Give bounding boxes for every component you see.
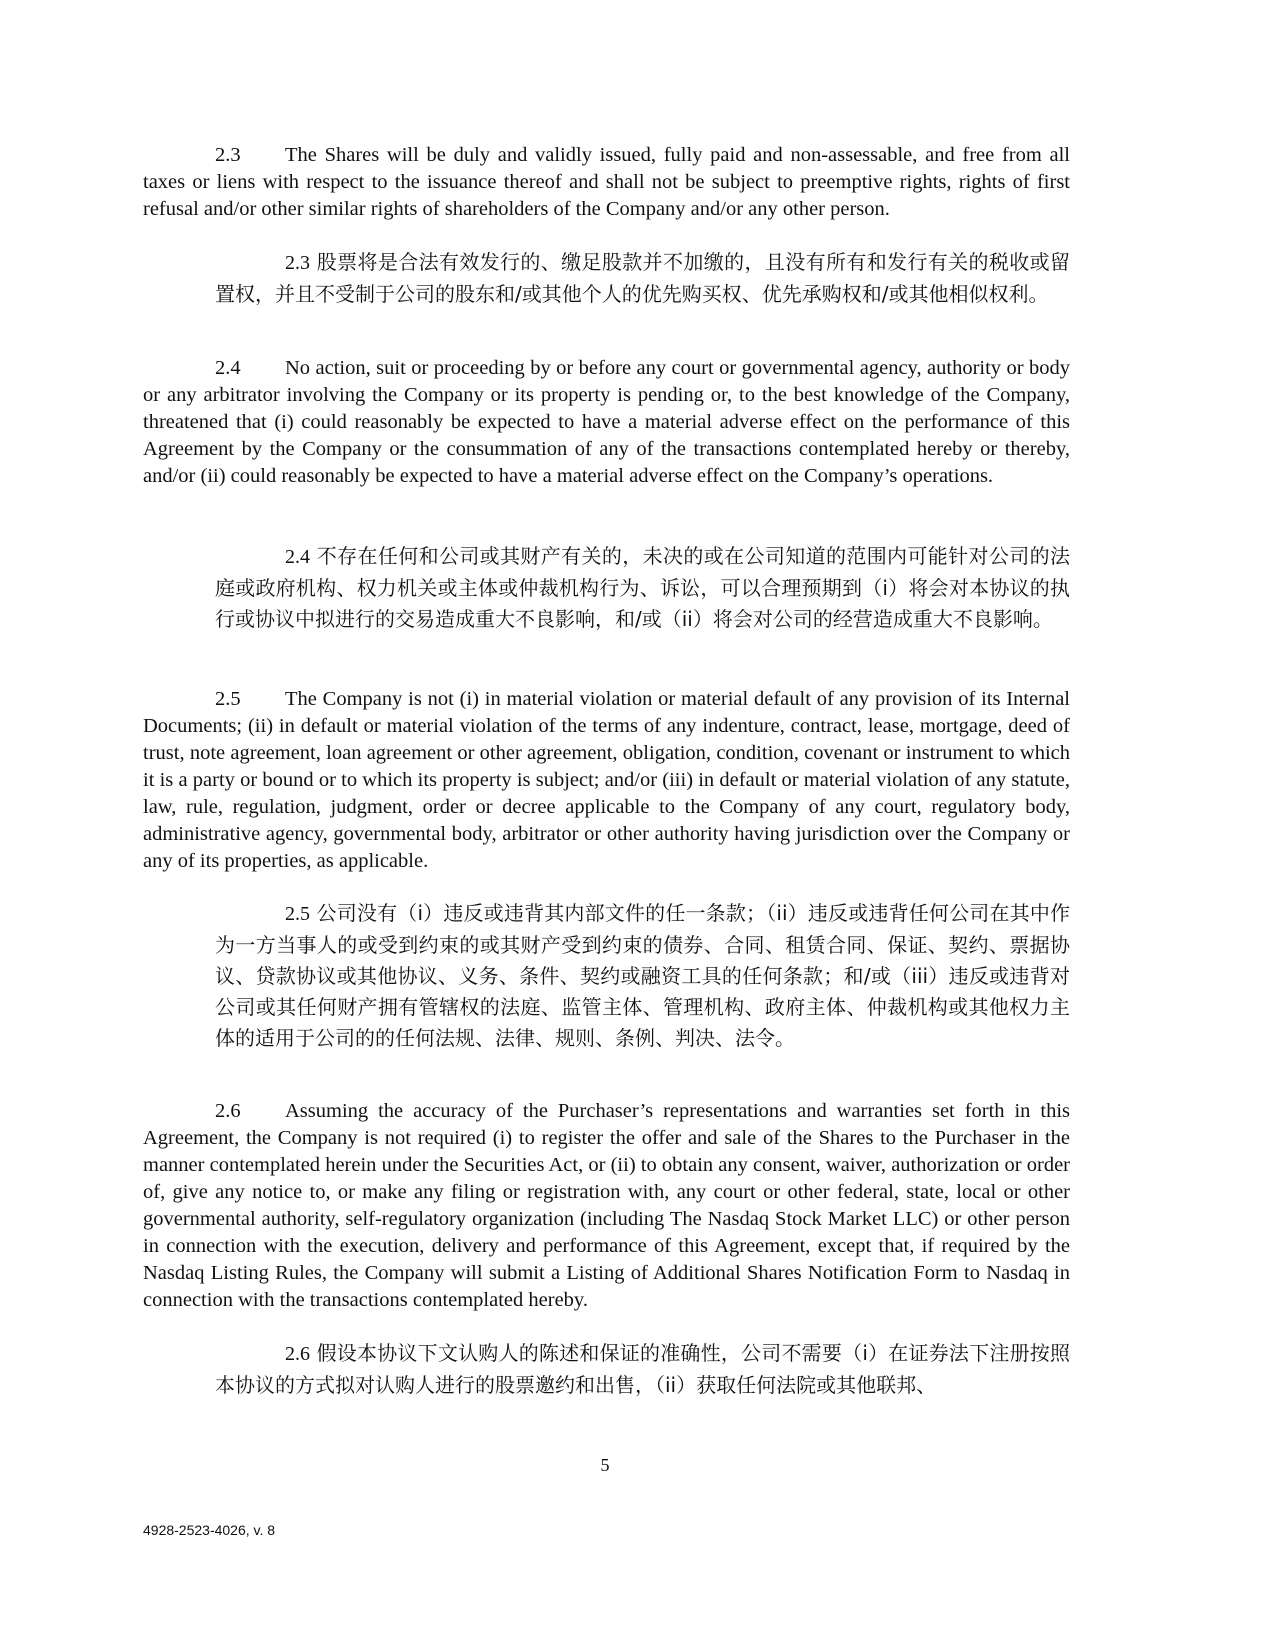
paragraph-text: 假设本协议下文认购人的陈述和保证的准确性，公司不需要（i）在证券法下注册按照本协议的方式拟对认购人进行的股票邀约和出售，（ii）获取任何法院或其他联邦、 — [215, 1341, 1070, 1397]
paragraph-text: No action, suit or proceeding by or before any court or governmental agency, authority or body or any arbitrator involving the Company or its property is pending or, to the best knowledge of the Company, threatened that (i) could reasonably be expected to have a material adverse effect on the performance of this Agreement by the Company or the consummation of any of the transactions contemplated hereby or thereby, and/or (ii) could reasonably be expected to have a material adverse effect on the Company’s operations. — [143, 357, 1070, 487]
section-number: 2.5 — [215, 688, 241, 710]
section-2-4-en — [143, 355, 1070, 490]
section-2-4-zh — [215, 541, 1070, 635]
section-number: 2.3 — [215, 144, 241, 166]
section-2-5-zh — [215, 898, 1070, 1054]
section-number: 2.4 — [285, 546, 310, 568]
section-2-6-zh — [215, 1338, 1070, 1401]
section-number: 2.6 — [285, 1343, 310, 1365]
paragraph-text: The Shares will be duly and validly issued, fully paid and non-assessable, and free from all taxes or liens with respect to the issuance thereof and shall not be subject to preemptive rights, rights of first refusal and/or other similar rights of shareholders of the Company and/or any other person. — [143, 144, 1070, 220]
paragraph-text: 不存在任何和公司或其财产有关的，未决的或在公司知道的范围内可能针对公司的法庭或政府机构、权力机关或主体或仲裁机构行为、诉讼，可以合理预期到（i）将会对本协议的执行或协议中拟进行的交易造成重大不良影响，和/或（ii）将会对公司的经营造成重大不良影响。 — [215, 544, 1071, 631]
section-2-5-en — [143, 686, 1070, 875]
section-2-3-zh — [215, 247, 1070, 310]
paragraph-text: Assuming the accuracy of the Purchaser’s representations and warranties set forth in this Agreement, the Company is not required (i) to register the offer and sale of the Shares to the Purchaser in the manner contemplated herein under the Securities Act, or (ii) to obtain any consent, waiver, authorization or order of, give any notice to, or make any filing or registration with, any court or other federal, state, local or other governmental authority, self-regulatory organization (including The Nasdaq Stock Market LLC) or other person in connection with the execution, delivery and performance of this Agreement, except that, if required by the Nasdaq Listing Rules, the Company will submit a Listing of Additional Shares Notification Form to Nasdaq in connection with the transactions contemplated hereby. — [143, 1100, 1070, 1311]
paragraph-text: The Company is not (i) in material violation or material default of any provision of its Internal Documents; (ii) in default or material violation of the terms of any indenture, contract, lease, mortgage, deed of trust, note agreement, loan agreement or other agreement, obligation, condition, covenant or instrument to which it is a party or bound or to which its property is subject; and/or (iii) in default or material violation of any statute, law, rule, regulation, judgment, order or decree applicable to the Company of any court, regulatory body, administrative agency, governmental body, arbitrator or other authority having jurisdiction over the Company or any of its properties, as applicable. — [143, 688, 1070, 872]
document-id-footer: 4928-2523-4026, v. 8 — [143, 1522, 276, 1538]
section-number: 2.3 — [285, 252, 310, 274]
section-number: 2.5 — [285, 903, 310, 925]
section-number: 2.6 — [215, 1100, 241, 1122]
section-2-3-en — [143, 142, 1070, 223]
paragraph-text: 公司没有（i）违反或违背其内部文件的任一条款；（ii）违反或违背任何公司在其中作为一方当事人的或受到约束的或其财产受到约束的债券、合同、租赁合同、保证、契约、票据协议、贷款协议或其他协议、义务、条件、契约或融资工具的任何条款；和/或（iii）违反或违背对公司或其任何财产拥有管辖权的法庭、监管主体、管理机构、政府主体、仲裁机构或其他权力主体的适用于公司的的任何法规、法律、规则、条例、判决、法令。 — [215, 901, 1071, 1050]
section-number: 2.4 — [215, 357, 241, 379]
page-number: 5 — [600, 1455, 610, 1475]
paragraph-text: 股票将是合法有效发行的、缴足股款并不加缴的，且没有所有和发行有关的税收或留置权，并且不受制于公司的股东和/或其他个人的优先购买权、优先承购权和/或其他相似权利。 — [215, 250, 1071, 306]
section-2-6-en — [143, 1098, 1070, 1314]
